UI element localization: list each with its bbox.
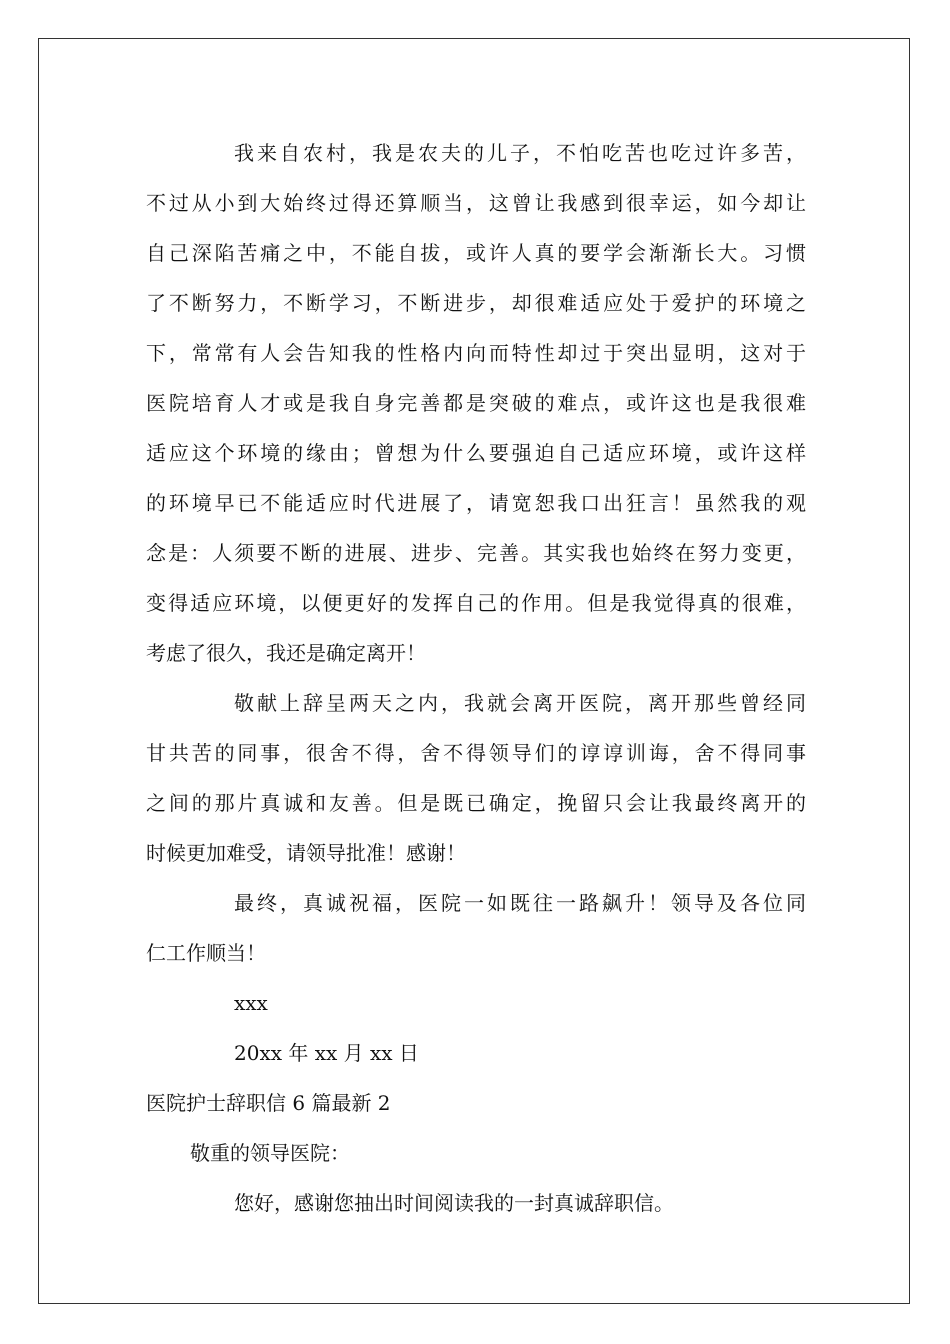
paragraph-line: 医院培育人才或是我自身完善都是突破的难点，或许这也是我很难 xyxy=(146,391,806,415)
salutation: 敬重的领导医院： xyxy=(190,1141,350,1165)
paragraph-line: 敬献上辞呈两天之内，我就会离开医院，离开那些曾经同 xyxy=(234,691,806,715)
section-title: 医院护士辞职信 6 篇最新 2 xyxy=(146,1091,391,1115)
paragraph-line: 时候更加难受，请领导批准！感谢！ xyxy=(146,841,466,865)
date-line: 20xx 年 xx 月 xx 日 xyxy=(234,1041,419,1065)
paragraph-line: 不过从小到大始终过得还算顺当，这曾让我感到很幸运，如今却让 xyxy=(146,191,806,215)
paragraph-line: 下，常常有人会告知我的性格内向而特性却过于突出显明，这对于 xyxy=(146,341,806,365)
paragraph-line: 的环境早已不能适应时代进展了，请宽恕我口出狂言！虽然我的观 xyxy=(146,491,806,515)
document-body xyxy=(146,128,806,1228)
signature: xxx xyxy=(234,991,268,1015)
paragraph-line: 变得适应环境，以便更好的发挥自己的作用。但是我觉得真的很难， xyxy=(146,591,806,615)
paragraph-line: 我来自农村，我是农夫的儿子，不怕吃苦也吃过许多苦， xyxy=(234,141,806,165)
paragraph-line: 最终，真诚祝福，医院一如既往一路飙升！领导及各位同 xyxy=(234,891,806,915)
paragraph-line: 适应这个环境的缘由；曾想为什么要强迫自己适应环境，或许这样 xyxy=(146,441,806,465)
paragraph-line: 甘共苦的同事，很舍不得，舍不得领导们的谆谆训诲，舍不得同事 xyxy=(146,741,806,765)
paragraph-line: 念是：人须要不断的进展、进步、完善。其实我也始终在努力变更， xyxy=(146,541,806,565)
paragraph-line: 之间的那片真诚和友善。但是既已确定，挽留只会让我最终离开的 xyxy=(146,791,806,815)
greeting: 您好，感谢您抽出时间阅读我的一封真诚辞职信。 xyxy=(234,1191,674,1215)
paragraph-line: 考虑了很久，我还是确定离开！ xyxy=(146,641,426,665)
paragraph-line: 自己深陷苦痛之中，不能自拔，或许人真的要学会渐渐长大。习惯 xyxy=(146,241,806,265)
paragraph-line: 仁工作顺当！ xyxy=(146,941,266,965)
paragraph-line: 了不断努力，不断学习，不断进步，却很难适应处于爱护的环境之 xyxy=(146,291,806,315)
